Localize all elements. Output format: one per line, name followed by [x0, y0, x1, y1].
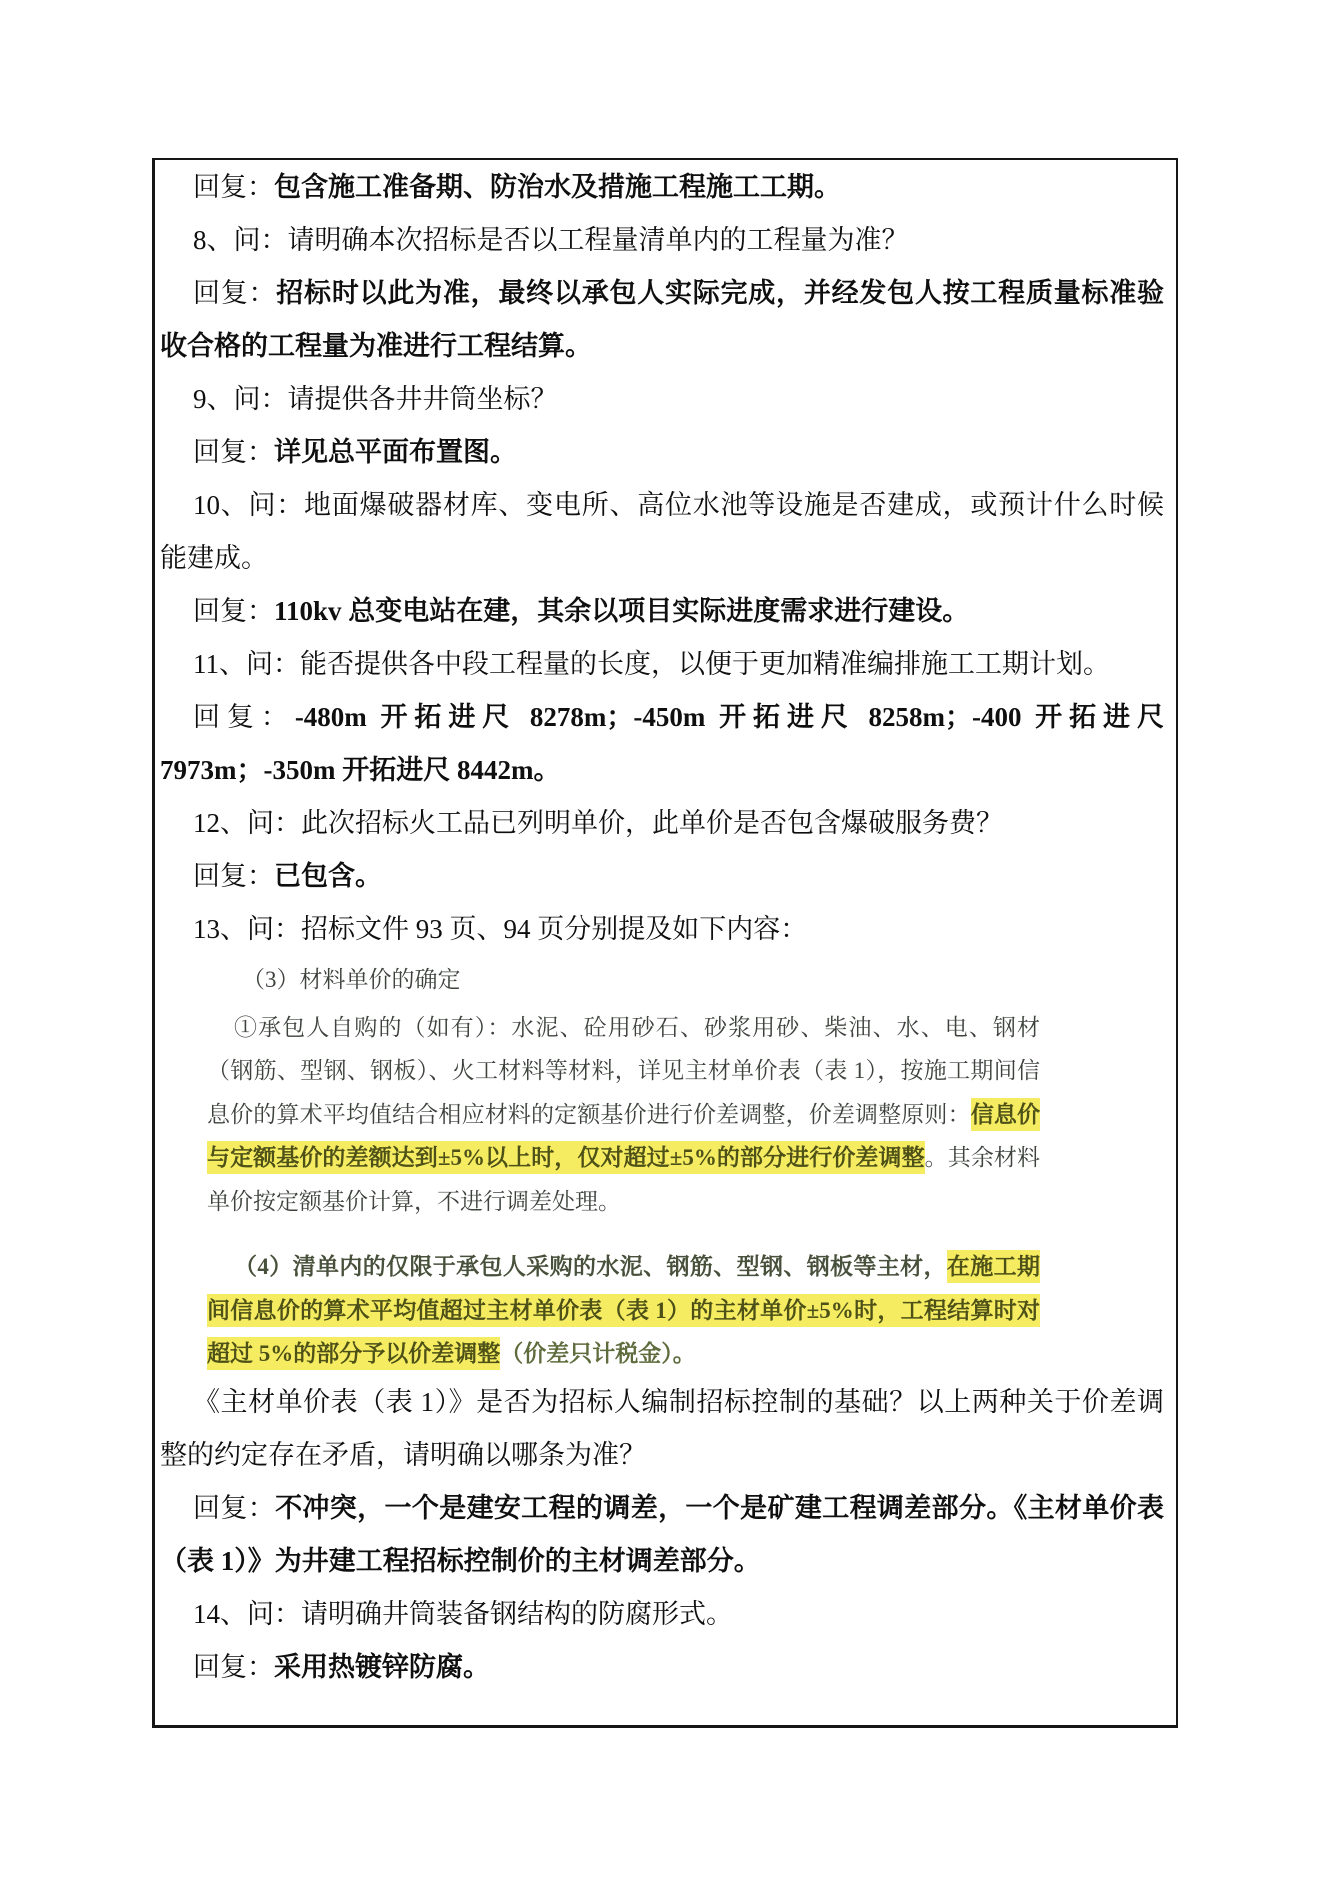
- clause4-normal-text: （4）清单内的仅限于承包人采购的水泥、钢筋、型钢、钢板等主材，: [234, 1254, 947, 1279]
- reply-label: 回复：: [193, 596, 274, 626]
- reply-paragraph-q13: [160, 1482, 1164, 1588]
- reply-label: 回复：: [193, 1492, 276, 1523]
- clause3-normal-text: ①承包人自购的（如有）：水泥、砼用砂石、砂浆用砂、柴油、水、电、钢材（钢筋、型钢、钢板）、火工材料等材料，详见主材单价表（表 1），按施工期间信息价的算术平均值结合相应材料的定额基价进行价差调整，价差调整原则：: [207, 1014, 1040, 1127]
- reply-text: 包含施工准备期、防治水及措施工程施工工期。: [274, 172, 841, 202]
- question-paragraph-q12: 12、问：此次招标火工品已列明单价，此单价是否包含爆破服务费？: [193, 808, 1003, 838]
- reply-text: 采用热镀锌防腐。: [274, 1651, 490, 1682]
- qa-table-cell: [152, 158, 1178, 1728]
- question-paragraph-q10: 10、问：地面爆破器材库、变电所、高位水池等设施是否建成，或预计什么时候能建成。: [160, 490, 1164, 573]
- clause3-normal-text: 。其余材料单价按定额基价计算，不进行调差处理。: [207, 1145, 1041, 1214]
- question-paragraph-q13: 13、问：招标文件 93 页、94 页分别提及如下内容：: [193, 914, 808, 944]
- reply-label: 回复：: [193, 172, 274, 202]
- reply-paragraph-q9: [160, 426, 1164, 479]
- reply-paragraph-q11: [160, 691, 1164, 797]
- clause3-highlighted-text: 信息价与定额基价的差额达到±5%以上时，仅对超过±5%的部分进行价差调整: [207, 1098, 1040, 1175]
- reply-paragraph-q10: [160, 585, 1164, 638]
- reply-label: 回复：: [193, 278, 277, 308]
- reply-label: 回复：: [193, 861, 274, 891]
- reply-text: 招标时以此为准，最终以承包人实际完成，并经发包人按工程质量标准验收合格的工程量为准进行工程结算。: [160, 278, 1165, 361]
- quoted-tender-document-screenshot: [207, 958, 1040, 1376]
- reply-text: -480m 开拓进尺 8278m；-450m 开拓进尺 8258m；-400 开拓进尺 7973m；-350m 开拓进尺 8442m。: [160, 702, 1164, 785]
- reply-paragraph-q7: [160, 161, 1164, 214]
- quote-heading: （3）材料单价的确定: [242, 967, 461, 992]
- reply-paragraph-q14: [160, 1641, 1164, 1694]
- clause4-highlighted-text: 在施工期间信息价的算术平均值超过主材单价表（表 1）的主材单价±5%时，工程结算时对超过 5%的部分予以价差调整: [207, 1250, 1040, 1370]
- question-paragraph-q14: 14、问：请明确井筒装备钢结构的防腐形式。: [193, 1598, 733, 1629]
- reply-label: 回复：: [193, 1651, 274, 1682]
- reply-paragraph-q8: [160, 267, 1164, 373]
- quote-clause-3: [207, 1006, 1040, 1224]
- reply-text: 不冲突，一个是建安工程的调差，一个是矿建工程调差部分。《主材单价表（表 1）》为井建工程招标控制价的主材调差部分。: [160, 1492, 1165, 1576]
- question-paragraph-q9: 9、问：请提供各井井筒坐标？: [193, 384, 558, 414]
- reply-text: 110kv 总变电站在建，其余以项目实际进度需求进行建设。: [274, 596, 970, 626]
- reply-text: 已包含。: [274, 861, 382, 891]
- question-paragraph-q13-continued: 《主材单价表（表 1）》是否为招标人编制招标控制的基础？以上两种关于价差调整的约定存在矛盾，请明确以哪条为准？: [160, 1386, 1164, 1470]
- reply-text: 详见总平面布置图。: [274, 437, 517, 467]
- reply-label: 回复：: [193, 437, 274, 467]
- clause4-tax-note-text: （价差只计税金）。: [500, 1341, 696, 1366]
- quote-clause-4: [207, 1245, 1040, 1376]
- reply-paragraph-q12: [160, 850, 1164, 903]
- question-paragraph-q11: 11、问：能否提供各中段工程量的长度，以便于更加精准编排施工工期计划。: [193, 649, 1110, 679]
- reply-label: 回复：: [193, 702, 295, 732]
- question-paragraph-q8: 8、问：请明确本次招标是否以工程量清单内的工程量为准？: [193, 225, 909, 255]
